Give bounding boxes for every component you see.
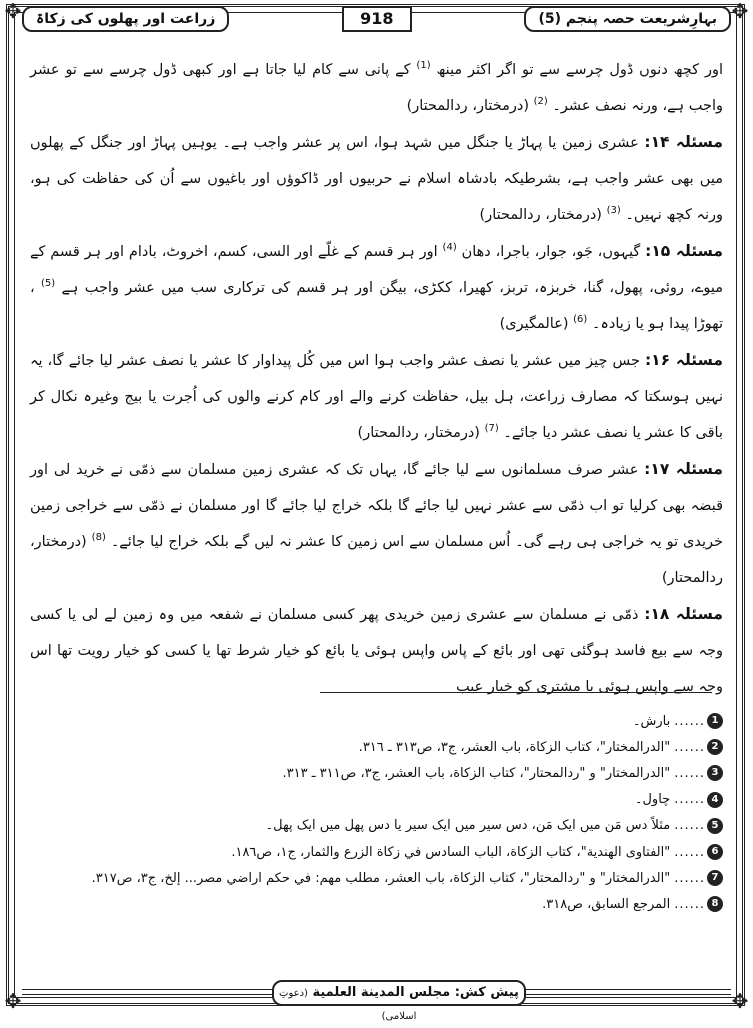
publisher-note: (دعوتِ اسلامی) [279,988,417,1022]
footnote-item: 2 ...... "الدرالمختار"، كتاب الزكاة، باب العشر، ج٣، ص٣١٣ ـ ٣١٦. [30,734,723,760]
footnote-item: 3 ...... "الدرالمختار" و "ردالمحتار"، كتاب الزكاة، باب العشر، ج٣، ص٣١١ ـ ٣١٣. [30,760,723,786]
footnote-ref: (6) [573,314,588,326]
footnote-ref: (8) [91,532,106,544]
footnote-item: 8 ...... المرجع السابق، ص٣١٨. [30,891,723,917]
footnote-ref: (2) [533,96,548,108]
footer-ornament-strip [22,989,272,995]
footnote-separator [320,692,712,693]
footnote-item: 7 ...... "الدرالمختار" و "ردالمحتار"، كتاب الزكاة، باب العشر، مطلب مهم: في حكم اراضي مصر... إلخ، ج٣، ص٣١٧. [30,865,723,891]
corner-ornament-icon: ✥ [731,0,749,23]
source-citation: (عالمگیری) [499,316,569,332]
corner-ornament-icon: ✥ [4,0,22,23]
page-number: 918 [342,6,411,32]
footnote-number: 3 [707,765,723,781]
source-citation: (درمختار، ردالمحتار) [406,98,529,114]
footnote-ref: (3) [606,205,621,217]
footnote-item: 6 ...... "الفتاوى الهندية"، كتاب الزكاة، الباب السادس في زكاة الزرع والثمار، ج١، ص١٨٦. [30,839,723,865]
main-text [30,52,723,705]
masala-label: مسئلہ ۱۶: [644,351,723,369]
footnote-number: 4 [707,792,723,808]
source-citation: (درمختار، ردالمحتار) [357,425,480,441]
masala-label: مسئلہ ۱۵: [645,242,724,260]
footnote-ref: (4) [442,242,457,254]
footnote-number: 7 [707,870,723,886]
footnotes [30,708,723,918]
masala-label: مسئلہ ۱۸: [644,605,723,623]
paragraph: اور کچھ دنوں ڈول چرسے سے تو اگر اکثر مینھ $^{(1)}$ کے پانی سے کام لیا جاتا ہے اور کبھی ڈول چرسے سے تو عشر واجب ہے، ورنہ نصف عشر۔ $^{(2)}$ (درمختار، ردالمحتار) [30,60,723,114]
masala-14: مسئلہ ۱۴: عشری زمین یا پہاڑ یا جنگل میں شہد ہوا، اس پر عشر واجب ہے۔ یوہیں پہاڑ اور جنگل کے پھلوں میں بھی عشر واجب ہے، بشرطیکہ بادشاہ اسلام نے حربیوں اور ڈاکوؤں اور باغیوں سے اُن کی حفاظت کی ہو، ورنہ کچھ نہیں۔ $^{(3)}$ (درمختار، ردالمحتار) [30,133,723,223]
footnote-ref: (7) [484,423,499,435]
corner-ornament-icon: ✥ [4,989,22,1013]
footnote-number: 5 [707,818,723,834]
chapter-title: زراعت اور پھلوں کی زکاۃ [22,6,229,32]
masala-label: مسئلہ ۱۷: [644,460,723,478]
masala-16: مسئلہ ۱۶: جس چیز میں عشر یا نصف عشر واجب ہوا اس میں کُل پیداوار کا عشر یا نصف عشر لیا جائے گا، یہ نہیں ہوسکتا کہ مصارف زراعت، ہل بیل، حفاظت کرنے والے اور کام کرنے والوں کی اُجرت یا بیج وغیرہ نکال کر باقی کا عشر یا نصف عشر دیا جائے۔ $^{(7)}$ (درمختار، ردالمحتار) [30,351,723,441]
corner-ornament-icon: ✥ [731,989,749,1013]
footnote-item: 5 ...... مثلاً دس مَن میں ایک مَن، دس سیر میں ایک سیر یا دس پھل میں ایک پھل۔ [30,813,723,839]
footnote-number: 6 [707,844,723,860]
footnote-number: 2 [707,739,723,755]
masala-18: مسئلہ ۱۸: ذمّی نے مسلمان سے عشری زمین خریدی پھر کسی مسلمان نے شفعہ میں وہ زمین لے لی یا کسی وجہ سے بیع فاسد ہوگئی تھی اور بائع کے پاس واپس ہوئی یا بائع کو خیار شرط تھا یا کسی کو خیار رویت تھا اس وجہ سے واپس ہوئی یا مشتری کو خیار عیب [30,605,723,695]
footnote-item: 1 ...... بارش۔ [30,708,723,734]
presented-by-label: پیش کش: [454,985,519,1000]
footnote-ref: (5) [40,278,56,290]
publisher-name: مجلس المدينة العلمية [312,985,451,1000]
footnote-item: 4 ...... چاول۔ [30,787,723,813]
page-footer [22,980,731,1022]
source-citation: (درمختار، ردالمحتار) [30,534,723,586]
footnote-number: 1 [707,713,723,729]
book-title: بہارِشریعت حصہ پنجم (5) [524,6,731,32]
footnote-number: 8 [707,896,723,912]
footer-ornament-strip [522,989,731,995]
footnote-ref: (1) [416,60,431,72]
page-header [22,6,731,32]
publisher-box [272,980,526,1022]
masala-15: مسئلہ ۱۵: گیہوں، جَو، جوار، باجرا، دھان $^{(4)}$ اور ہر قسم کے غلّے اور السی، کسم، اخروٹ، بادام اور ہر قسم کے میوے، روئی، پھول، گنا، خربزہ، تربز، کھیرا، ککڑی، بیگن اور ہر قسم کی ترکاری سب میں عشر واجب ہے $^{(5)}$ ، تھوڑا پیدا ہو یا زیادہ۔ $^{(6)}$ (عالمگیری) [30,242,724,332]
source-citation: (درمختار، ردالمحتار) [479,207,602,223]
masala-17: مسئلہ ۱۷: عشر صرف مسلمانوں سے لیا جائے گا، یہاں تک کہ عشری زمین مسلمان سے ذمّی نے خرید لی اور قبضہ بھی کرلیا تو اب ذمّی سے عشر نہیں لیا جائے گا بلکہ خراج لیا جائے گا اور مسلمان نے ذمّی سے خراجی زمین خریدی تو یہ خراجی ہی رہے گی۔ اُس مسلمان سے اس زمین کا عشر نہ لیں گے بلکہ خراج لیا جائے۔ $^{(8)}$ (درمختار، ردالمحتار) [30,460,724,586]
masala-label: مسئلہ ۱۴: [644,133,723,151]
